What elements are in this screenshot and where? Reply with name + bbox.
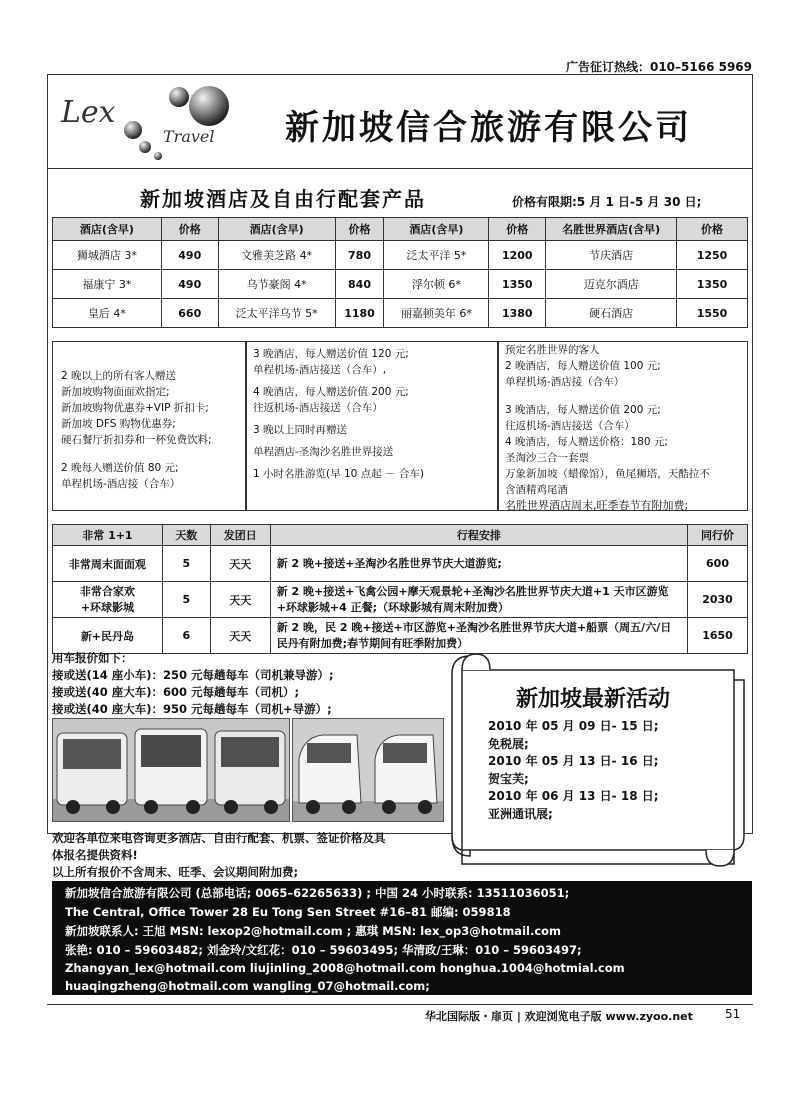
col-header: 价格: [335, 218, 384, 241]
bus-illustration: [53, 719, 289, 821]
col-header: 酒店(含早): [218, 218, 335, 241]
hotel-price: 1380: [489, 299, 546, 328]
tour-itinerary: 新 2 晚+接送+飞禽公园+摩天观景轮+圣淘沙名胜世界节庆大道+1 天市区游览+环球影城+4 正餐;（环球影城有周末附加费）: [270, 582, 687, 618]
section-subtitle: 新加坡酒店及自由行配套产品: [140, 187, 426, 211]
promo-line: 3 晚酒店，每人赠送价值 200 元;: [505, 404, 661, 416]
promo-line: 万象新加坡（蜡像馆），鱼尾狮塔，天酷拉不: [505, 468, 710, 480]
note-line: 欢迎各单位来电咨询更多酒店、自由行配套、机票、签证价格及具: [52, 831, 386, 845]
hotel-price: 490: [161, 270, 218, 299]
promo-line: 圣淘沙三合一套票: [505, 452, 589, 464]
promo-line: 往返机场-酒店接送（合车）: [253, 402, 383, 414]
logo-travel: Travel: [163, 127, 215, 146]
contact-line: 张艳: 010 – 59603482; 刘金玲/文红花：010 – 59603495; 华清政/王琳：010 – 59603497;: [65, 943, 582, 957]
car-line: 接或送(14 座小车)：250 元每趟每车（司机兼导游）;: [52, 668, 334, 682]
contact-line: 新加坡信合旅游有限公司 (总部电话; 0065–62265633) ; 中国 24 小时联系: 13511036051;: [65, 886, 570, 900]
page-number: 51: [725, 1007, 741, 1021]
note-line: 以上所有报价不含周末、旺季、会议期间附加费;: [52, 865, 299, 879]
note-line: 体报名提供资料!: [52, 848, 138, 862]
contact-block: [52, 881, 752, 995]
promo-line: 3 晚酒店，每人赠送价值 120 元;: [253, 348, 409, 360]
tour-departure: 天天: [210, 546, 270, 582]
promo-line: 单程酒店-圣淘沙名胜世界接送: [253, 446, 394, 458]
table-header-row: [53, 525, 748, 546]
promo-line: 1 小时名胜游览(早 10 点起 － 合车): [253, 468, 424, 480]
col-header: 价格: [161, 218, 218, 241]
ad-hotline: 广告征订热线：010–5166 5969: [565, 60, 752, 74]
hotel-name: 浮尔顿 6*: [384, 270, 489, 299]
hotel-name: 福康宁 3*: [53, 270, 162, 299]
table-row: [53, 618, 748, 654]
col-header: 酒店(含早): [53, 218, 162, 241]
table-row: [53, 582, 748, 618]
col-header: 行程安排: [270, 525, 687, 546]
tour-departure: 天天: [210, 582, 270, 618]
logo-lex: Lex: [61, 95, 116, 130]
promo-line: 名胜世界酒店周末,旺季春节有附加费;: [505, 499, 689, 512]
tour-package-table: [52, 524, 748, 654]
price-validity: 价格有限期:5 月 1 日-5 月 30 日;: [512, 195, 702, 209]
car-line: 接或送(40 座大车)：950 元每趟每车（司机+导游）;: [52, 702, 332, 716]
tour-itinerary: 新 2 晚+接送+圣淘沙名胜世界节庆大道游览;: [270, 546, 687, 582]
promo-line: 2 晚每人赠送价值 80 元;: [61, 462, 179, 474]
footer-text: 华北国际版・扉页 | 欢迎浏览电子版 www.zyoo.net: [425, 1010, 693, 1023]
activity-title: 新加坡最新活动: [516, 687, 671, 712]
tour-name: 新+民丹岛: [53, 618, 163, 654]
promo-line: 新加坡 DFS 购物优惠券;: [61, 418, 176, 430]
col-header: 酒店(含早): [384, 218, 489, 241]
hotel-price: 1350: [489, 270, 546, 299]
col-header: 发团日: [210, 525, 270, 546]
tour-days: 5: [162, 582, 210, 618]
header-divider: [47, 168, 753, 169]
promo-box-general: [52, 341, 246, 511]
tour-itinerary: 新 2 晚，民 2 晚+接送+市区游览+圣淘沙名胜世界节庆大道+船票（周五/六/日民丹有附加费;春节期间有旺季附加费）: [270, 618, 687, 654]
promo-line: 4 晚酒店，每人赠送价格：180 元;: [505, 436, 668, 448]
tour-name: 非常合家欢 +环球影城: [53, 582, 163, 618]
contact-line: The Central, Office Tower 28 Eu Tong Sen Street #16–81 邮编: 059818: [65, 905, 511, 919]
col-header: 天数: [162, 525, 210, 546]
hotel-name: 迈克尔酒店: [546, 270, 677, 299]
hotel-name: 乌节豪阁 4*: [218, 270, 335, 299]
hotel-price: 1550: [677, 299, 748, 328]
van-photo: [292, 718, 444, 822]
promo-box-resort-world: [498, 341, 748, 511]
promo-line: 4 晚酒店，每人赠送价值 200 元;: [253, 386, 409, 398]
promo-line: 单程机场-酒店接（合车）: [505, 376, 625, 388]
hotel-name: 泛太平洋乌节 5*: [218, 299, 335, 328]
promo-line: 硬石餐厅折扣券和一杯免费饮料;: [61, 434, 212, 446]
promo-line: 2 晚以上的所有客人赠送: [61, 370, 177, 382]
promo-line: 新加坡购物面面欢指定;: [61, 386, 170, 398]
hotel-price: 1350: [677, 270, 748, 299]
col-header: 价格: [489, 218, 546, 241]
promo-line: 2 晚酒店，每人赠送价值 100 元;: [505, 360, 661, 372]
hotel-price: 1250: [677, 241, 748, 270]
promo-line: 单程机场-酒店接（合车）: [61, 478, 181, 490]
table-header-row: [53, 218, 748, 241]
lex-travel-logo: [55, 80, 235, 162]
hotel-price: 1180: [335, 299, 384, 328]
contact-line: 新加坡联系人: 王旭 MSN: lexop2@hotmail.com ; 惠琪 MSN: lex_op3@hotmail.com: [65, 924, 562, 938]
hotel-name: 丽嘉顿美年 6*: [384, 299, 489, 328]
tour-days: 5: [162, 546, 210, 582]
col-header: 同行价: [688, 525, 748, 546]
activity-date: 2010 年 05 月 09 日- 15 日;: [488, 719, 659, 733]
promo-line: 单程机场-酒店接送（合车）,: [253, 364, 387, 376]
hotel-price: 1200: [489, 241, 546, 270]
promo-line: 新加坡购物优惠券+VIP 折扣卡;: [61, 402, 209, 414]
hotel-name: 节庆酒店: [546, 241, 677, 270]
hotel-price: 780: [335, 241, 384, 270]
spacer: [505, 390, 747, 402]
footer-divider: [47, 1004, 753, 1005]
promo-line: 含酒精鸡尾酒: [505, 484, 568, 496]
bus-photo: [52, 718, 290, 822]
activity-list: [488, 718, 659, 823]
table-row: [53, 270, 748, 299]
hotel-name: 泛太平洋 5*: [384, 241, 489, 270]
col-header: 价格: [677, 218, 748, 241]
hotel-price: 840: [335, 270, 384, 299]
hotel-name: 文雅美芝路 4*: [218, 241, 335, 270]
hotel-name: 狮城酒店 3*: [53, 241, 162, 270]
activity-date: 2010 年 05 月 13 日- 16 日;: [488, 754, 659, 768]
company-name: 新加坡信合旅游有限公司: [285, 108, 692, 148]
promo-line: 预定名胜世界的客人: [505, 344, 600, 356]
table-row: [53, 299, 748, 328]
contact-line: Zhangyan_lex@hotmail.com liujinling_2008@hotmail.com honghua.1004@hotmial.com: [65, 961, 625, 975]
col-header: 名胜世界酒店(含早): [546, 218, 677, 241]
promo-box-nights: [246, 341, 498, 511]
hotel-name: 皇后 4*: [53, 299, 162, 328]
hotel-price: 660: [161, 299, 218, 328]
hotel-price: 490: [161, 241, 218, 270]
activity-event: 贺宝芙;: [488, 771, 529, 786]
car-rental-prices: [52, 650, 334, 718]
tour-price: 1650: [688, 618, 748, 654]
activity-event: 免税展;: [488, 736, 529, 751]
contact-line: huaqingzheng@hotmail.com wangling_07@hotmail.com;: [65, 979, 430, 993]
tour-price: 600: [688, 546, 748, 582]
hotel-name: 硬石酒店: [546, 299, 677, 328]
car-line: 接或送(40 座大车)：600 元每趟每车（司机）;: [52, 685, 300, 699]
activity-event: 亚洲通讯展;: [488, 806, 553, 821]
spacer: [61, 448, 245, 460]
tour-departure: 天天: [210, 618, 270, 654]
tour-name: 非常周末面面观: [53, 546, 163, 582]
tour-price: 2030: [688, 582, 748, 618]
col-header: 非常 1+1: [53, 525, 163, 546]
van-illustration: [293, 719, 443, 821]
tour-days: 6: [162, 618, 210, 654]
promo-line: 往返机场-酒店接送（合车）: [505, 420, 635, 432]
table-row: [53, 241, 748, 270]
activity-date: 2010 年 06 月 13 日- 18 日;: [488, 789, 659, 803]
promo-line: 3 晚以上同时再赠送: [253, 424, 348, 436]
table-row: [53, 546, 748, 582]
car-title: 用车报价如下：: [52, 651, 133, 665]
hotel-price-table: [52, 217, 748, 328]
welcome-notes: [52, 830, 386, 881]
